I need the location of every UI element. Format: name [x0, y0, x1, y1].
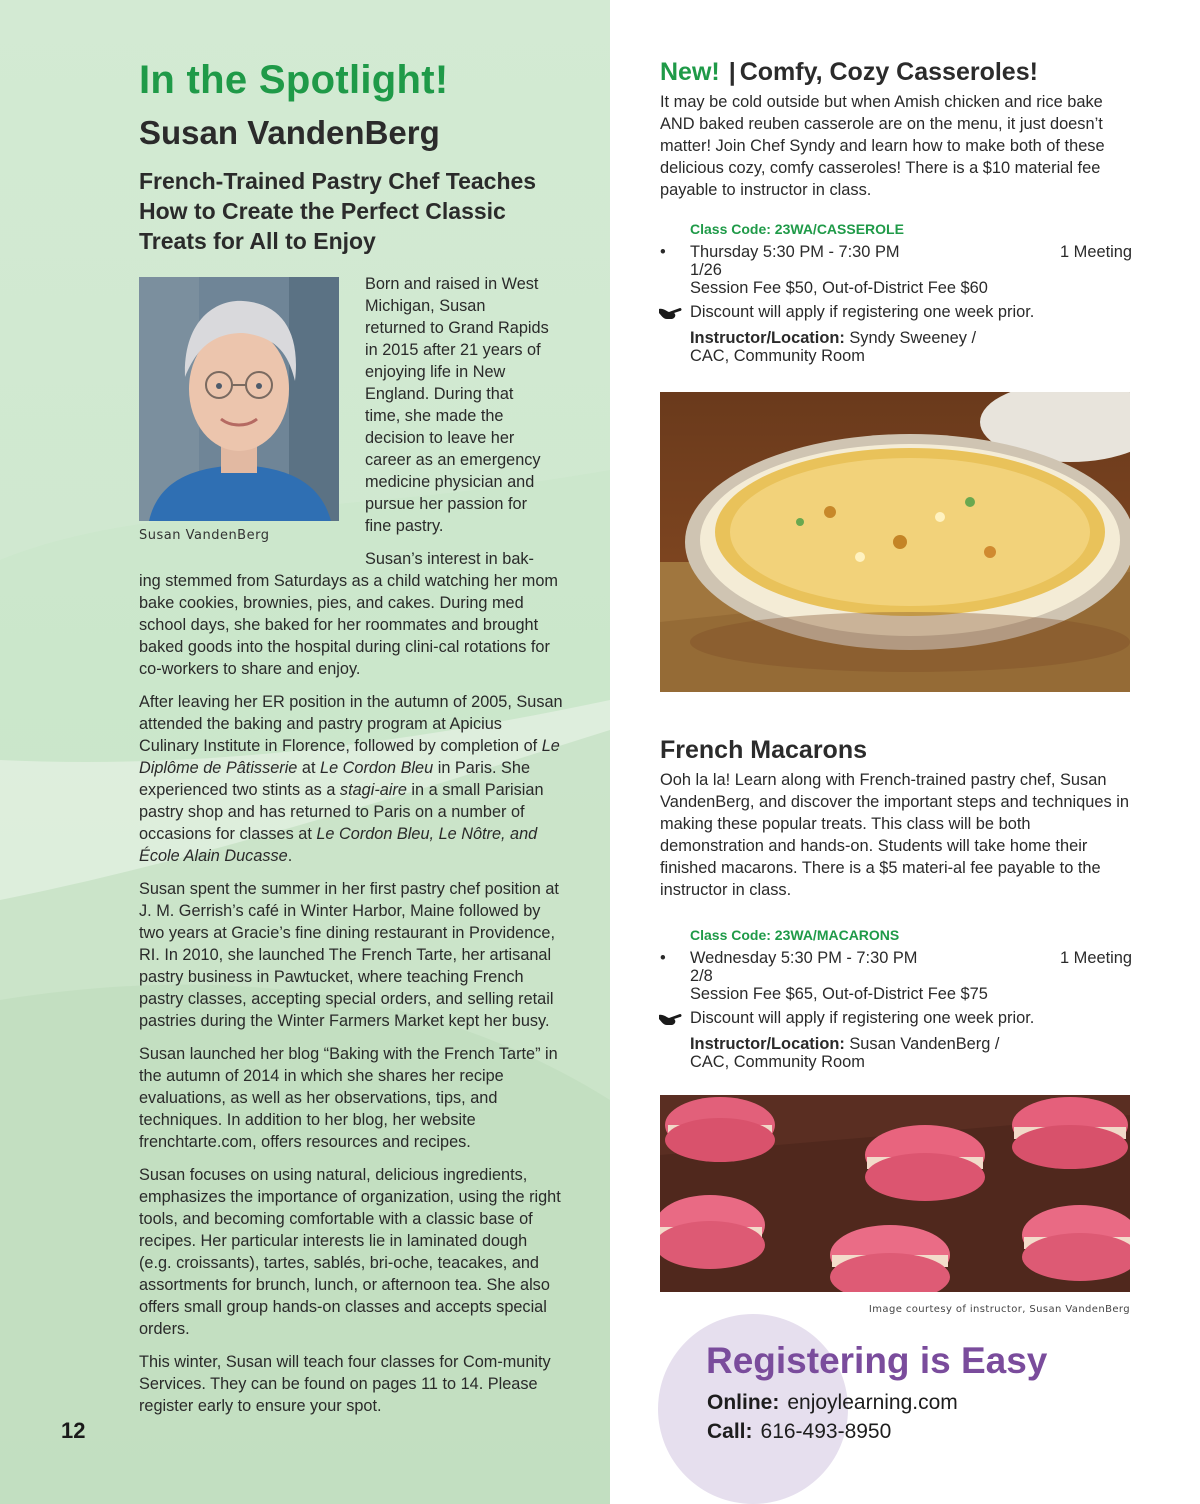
- bio-paragraph: This winter, Susan will teach four classes for Com-munity Services. They can be found on pages 11 to 14. Please register early to ensure your spot.: [139, 1353, 551, 1415]
- bio-italic-title: Le Cordon Bleu: [320, 759, 434, 777]
- location-line: CAC, Community Room: [690, 347, 865, 365]
- new-tag: New!: [660, 58, 720, 86]
- class-listing-casseroles: [660, 58, 1132, 365]
- class-title: [660, 58, 1132, 87]
- bio-paragraph: [139, 548, 563, 680]
- discount-text: Discount will apply if registering one week prior.: [690, 303, 1035, 321]
- online-registration: [707, 1391, 958, 1415]
- image-credit: Image courtesy of instructor, Susan VandenBerg: [868, 1304, 1130, 1315]
- pointing-hand-icon: [658, 305, 682, 325]
- photo-caption: Susan VandenBerg: [139, 528, 270, 543]
- instructor-name: Susan VandenBerg /: [849, 1035, 1000, 1053]
- bio-italic-term: stagi-aire: [339, 781, 407, 799]
- online-label: Online:: [707, 1391, 780, 1414]
- instructor-label: Instructor/Location:: [690, 329, 845, 347]
- bio-text: .: [287, 847, 293, 865]
- bio-paragraph-lead: Susan’s interest in bak-: [365, 550, 534, 568]
- class-code: Class Code: 23WA/MACARONS: [690, 927, 900, 943]
- phone-number[interactable]: 616-493-8950: [760, 1420, 892, 1443]
- title-separator: |: [728, 58, 736, 86]
- phone-registration: [707, 1420, 891, 1444]
- spotlight-heading: In the Spotlight!: [139, 58, 449, 102]
- bio-text: After leaving her ER position in the autumn of 2005, Susan attended the baking and pastry program at Apicius Culinary Institute in Florence, followed by completion of: [139, 693, 563, 755]
- instructor-name: Syndy Sweeney /: [849, 329, 977, 347]
- instructor-line: [660, 1035, 1132, 1053]
- class-title: French Macarons: [660, 736, 868, 764]
- instructor-name-heading: Susan VandenBerg: [139, 114, 440, 151]
- schedule-line: [660, 243, 1132, 261]
- schedule-line: [660, 949, 1132, 967]
- registering-heading: Registering is Easy: [706, 1340, 1048, 1381]
- bio-italic-title: Le Cordon Bleu, Le Nôtre, and École Alain Ducasse: [139, 825, 538, 865]
- bullet-icon: •: [660, 243, 666, 261]
- class-schedule: Wednesday 5:30 PM - 7:30 PM: [690, 949, 918, 967]
- bio-paragraph: [139, 691, 563, 867]
- macarons-illustration: [660, 1095, 1130, 1292]
- page-number: 12: [61, 1418, 86, 1443]
- meeting-count: 1 Meeting: [1060, 243, 1132, 261]
- casserole-illustration: [660, 392, 1130, 692]
- instructor-portrait-photo: [139, 277, 339, 521]
- bio-paragraph: Susan launched her blog “Baking with the French Tarte” in the autumn of 2014 in which she shares her recipe evaluations, as well as her observations, tips, and techniques. In addition to her blog, her website frenchtarte.com, offers resources and recipes.: [139, 1045, 558, 1151]
- date-line: 2/8: [690, 967, 713, 985]
- class-schedule: Thursday 5:30 PM - 7:30 PM: [690, 243, 900, 261]
- bio-paragraph: Susan focuses on using natural, delicious ingredients, emphasizes the importance of organization, using the right tools, and becoming comfortable with a classic base of recipes. Her particular interests lie in laminated dough (e.g. croissants), tartes, sablés, bri-oche, teacakes, and assortments for brunch, lunch, or afternoon tea. She also offers small group hands-on classes and accepts special orders.: [139, 1166, 561, 1338]
- class-listing-macarons: [660, 736, 1132, 1071]
- bio-text: in Paris. She experienced two stints as a: [139, 759, 531, 799]
- bio-body: [139, 548, 563, 1428]
- class-description: It may be cold outside but when Amish chicken and rice bake AND baked reuben casserole are on the menu, it just doesn’t matter! Join Chef Syndy and learn how to make both of these delicious cozy, comfy casseroles! There is a $10 material fee payable to instructor in class.: [660, 93, 1105, 199]
- bio-text: at: [297, 759, 321, 777]
- bio-paragraph: Susan spent the summer in her first pastry chef position at J. M. Gerrish’s café in Winter Harbor, Maine followed by two years at Gracie’s fine dining restaurant in Providence, RI. In 2010, she launched The French Tarte, her artisanal pastry business in Pawtucket, where teaching French pastry classes, accepting special orders, and selling retail pastries during the Winter Farmers Market kept her busy.: [139, 880, 559, 1030]
- instructor-line: [660, 329, 1132, 347]
- bio-italic-title: Le Diplôme de Pâtisserie: [139, 737, 560, 777]
- macarons-photo: [660, 1095, 1130, 1292]
- bullet-icon: •: [660, 949, 666, 967]
- spotlight-subheading: French-Trained Pastry Chef Teaches How to Create the Perfect Classic Treats for All to Enjoy: [139, 168, 537, 254]
- discount-line: [660, 1009, 1132, 1027]
- fee-line: Session Fee $50, Out-of-District Fee $60: [690, 279, 988, 297]
- bio-text: in a small Parisian pastry shop and has returned to Paris on a number of occasions for classes at: [139, 781, 544, 843]
- discount-text: Discount will apply if registering one week prior.: [690, 1009, 1035, 1027]
- pointing-hand-icon: [658, 1011, 682, 1031]
- bio-intro-paragraph: Born and raised in West Michigan, Susan returned to Grand Rapids in 2015 after 21 years of enjoying life in New England. During that time, she made the decision to leave her career as an emergency medicine physician and pursue her passion for fine pastry.: [365, 275, 549, 535]
- meeting-count: 1 Meeting: [1060, 949, 1132, 967]
- bio-paragraph-continuation: ing stemmed from Saturdays as a child watching her mom bake cookies, brownies, pies, and cakes. During med school days, she baked for her roommates and brought baked goods into the hospital during clini-cal rotations for co-workers to share and enjoy.: [139, 572, 558, 678]
- class-description: Ooh la la! Learn along with French-trained pastry chef, Susan VandenBerg, and discover the important steps and techniques in making these popular treats. This class will be both demonstration and hands-on. Students will take home their finished macarons. There is a $5 materi-al fee payable to the instructor in class.: [660, 771, 1129, 899]
- class-title-text: Comfy, Cozy Casseroles!: [739, 58, 1038, 86]
- online-url[interactable]: enjoylearning.com: [787, 1391, 958, 1414]
- discount-line: [660, 303, 1132, 321]
- call-label: Call:: [707, 1420, 753, 1443]
- portrait-illustration: [139, 277, 339, 521]
- date-line: 1/26: [690, 261, 722, 279]
- casserole-photo: [660, 392, 1130, 692]
- instructor-label: Instructor/Location:: [690, 1035, 845, 1053]
- class-code: Class Code: 23WA/CASSEROLE: [690, 221, 904, 237]
- location-line: CAC, Community Room: [690, 1053, 865, 1071]
- fee-line: Session Fee $65, Out-of-District Fee $75: [690, 985, 988, 1003]
